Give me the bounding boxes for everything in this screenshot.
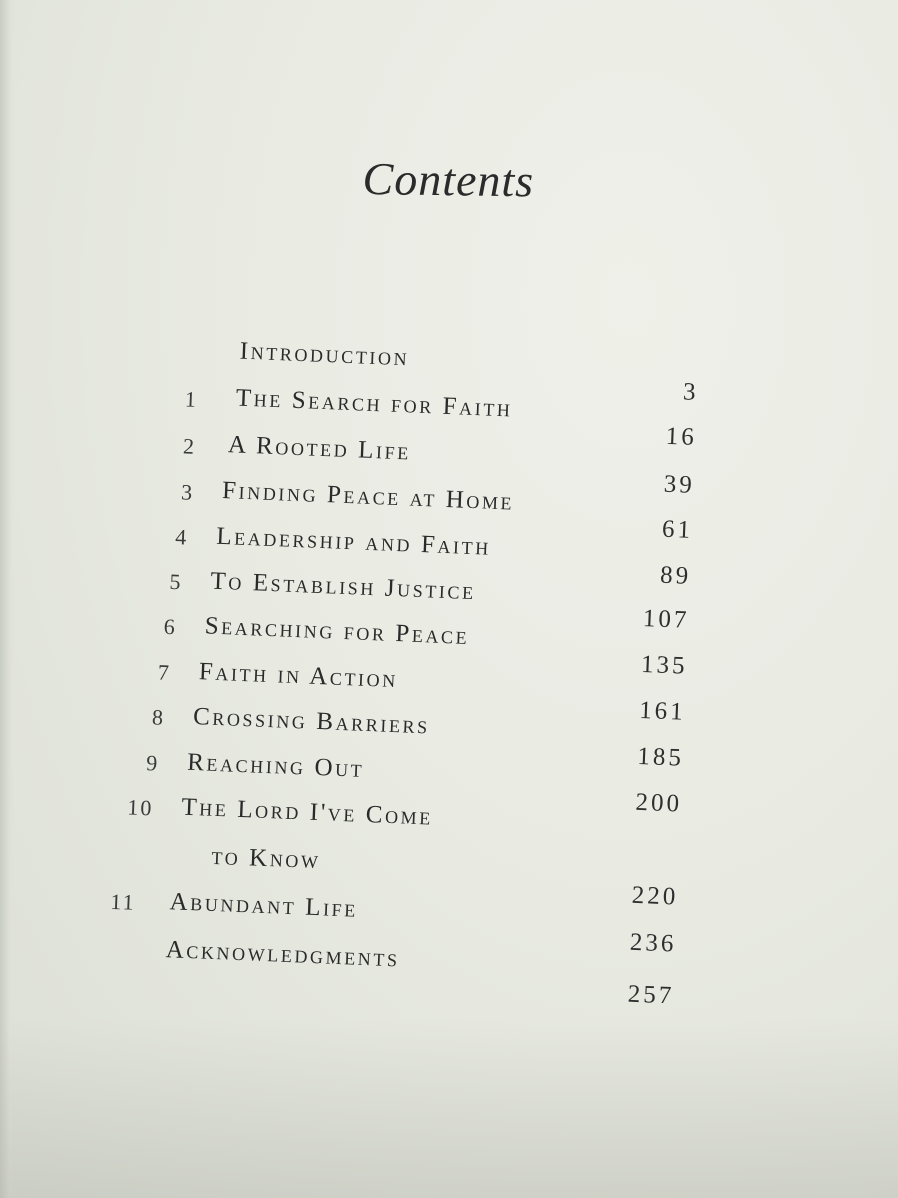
toc-entry-title-continuation: to Know [211,842,322,875]
toc-entry-title: Crossing Barriers [192,703,431,740]
toc-entry-page: 200 [635,788,683,818]
toc-entry-page: 236 [629,928,677,958]
toc-entry-title: The Search for Faith [235,384,514,423]
toc-entry-number: 4 [174,524,189,550]
toc-entry-number: 3 [180,479,195,505]
toc-entry-page: 3 [682,378,700,407]
toc-entry-title: Leadership and Faith [215,522,492,561]
toc-entry-page: 185 [636,742,685,772]
toc-entry-title: Abundant Life [169,888,359,923]
toc-entry-title: Finding Peace at Home [221,476,515,516]
toc-entry-number: 9 [145,750,160,776]
toc-entry-number: 11 [109,888,137,915]
toc-entry-title: Searching for Peace [204,612,470,650]
toc-entry-title: Reaching Out [186,748,365,783]
toc-entry-page: 107 [642,604,690,634]
toc-entry-title: A Rooted Life [227,431,412,466]
toc-entry-title: The Lord I've Come [180,793,434,831]
toc-entry-title: Faith in Action [198,658,399,694]
toc-entry-number: 6 [163,613,178,640]
toc-entry-page: 39 [663,470,696,499]
toc-entry-number: 10 [126,794,154,821]
toc-entry-page: 257 [627,980,675,1010]
toc-entry-page: 61 [661,515,694,544]
toc-entry-page: 161 [638,696,687,726]
contents-heading: Contents [362,152,535,207]
toc-entry-number: 7 [157,659,172,686]
toc-entry-page: 135 [640,650,689,680]
toc-entry-page: 89 [659,561,692,590]
toc-entry-number: 5 [169,568,184,595]
toc-entry-number: 8 [151,704,166,730]
toc-entry-title: Acknowledgments [165,936,401,973]
toc-entry-number: 1 [184,386,199,412]
toc-entry-number: 2 [182,433,197,459]
toc-entry-page: 220 [631,881,679,911]
toc-entry-title: To Establish Justice [210,567,477,606]
toc-entry-title: Introduction [239,337,410,372]
toc-entry-page: 16 [665,422,698,451]
